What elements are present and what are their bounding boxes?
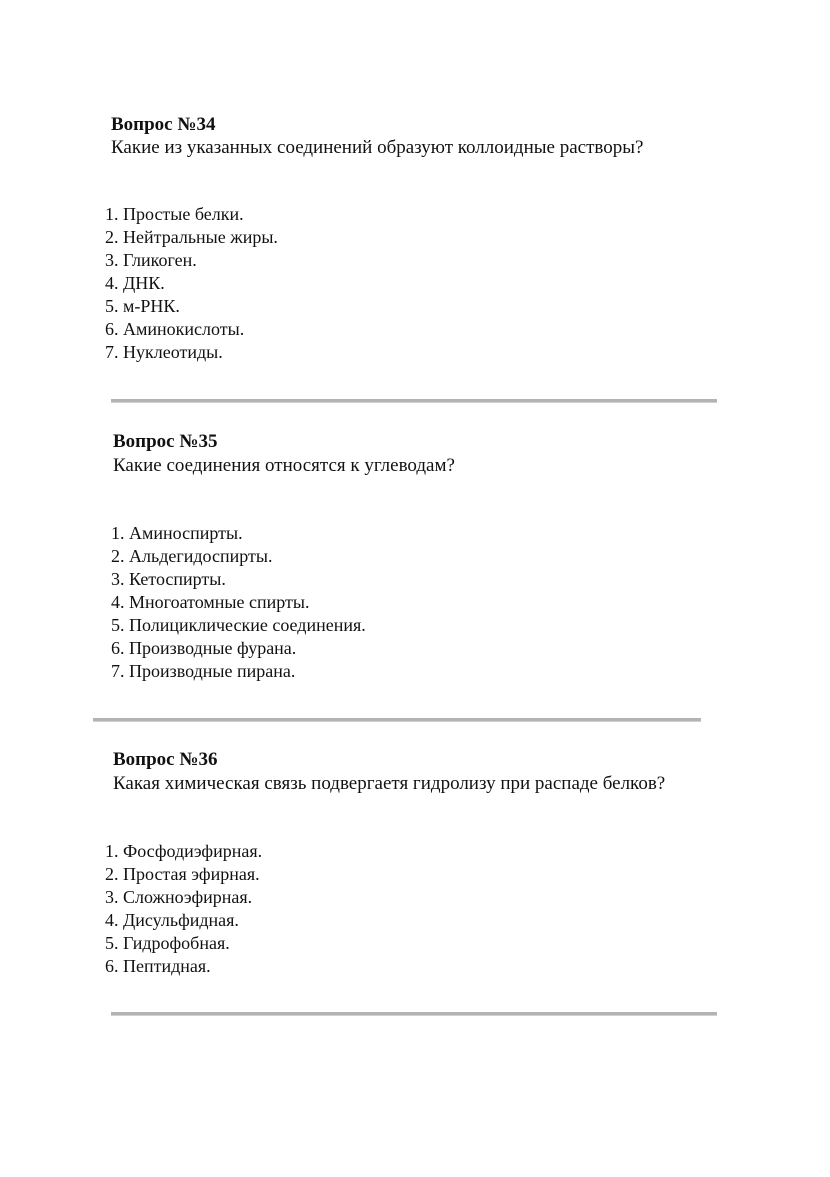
section-divider <box>111 1012 717 1016</box>
answer-option: 2. Альдегидоспирты. <box>111 546 273 566</box>
answer-options <box>105 203 278 364</box>
question-title: Вопрос №36 <box>113 749 218 770</box>
question-title: Вопрос №35 <box>113 431 218 452</box>
answer-option: 4. ДНК. <box>105 273 165 293</box>
question-title: Вопрос №34 <box>111 114 216 135</box>
answer-option: 5. Гидрофобная. <box>105 933 230 953</box>
answer-option: 7. Производные пирана. <box>111 661 296 681</box>
answer-option: 5. Полициклические соединения. <box>111 615 366 635</box>
answer-option: 6. Аминокислоты. <box>105 319 245 339</box>
answer-option: 3. Кетоспирты. <box>111 569 226 589</box>
section-divider <box>93 718 701 722</box>
answer-option: 7. Нуклеотиды. <box>105 342 223 362</box>
question-text: Какие из указанных соединений образуют коллоидные растворы? <box>111 137 644 158</box>
answer-option: 6. Пептидная. <box>105 956 211 976</box>
answer-option: 1. Простые белки. <box>105 204 244 224</box>
question-text: Какие соединения относятся к углеводам? <box>113 455 455 476</box>
answer-options <box>111 522 366 683</box>
answer-option: 4. Дисульфидная. <box>105 910 239 930</box>
answer-option: 4. Многоатомные спирты. <box>111 592 310 612</box>
answer-option: 6. Производные фурана. <box>111 638 297 658</box>
answer-option: 3. Гликоген. <box>105 250 197 270</box>
answer-option: 3. Сложноэфирная. <box>105 887 253 907</box>
section-divider <box>111 399 717 403</box>
question-text: Какая химическая связь подвергаетя гидролизу при распаде белков? <box>113 773 666 794</box>
answer-option: 2. Простая эфирная. <box>105 864 260 884</box>
answer-options <box>105 840 262 978</box>
answer-option: 5. м-РНК. <box>105 296 180 316</box>
answer-option: 1. Фосфодиэфирная. <box>105 841 263 861</box>
answer-option: 2. Нейтральные жиры. <box>105 227 278 247</box>
answer-option: 1. Аминоспирты. <box>111 523 243 543</box>
